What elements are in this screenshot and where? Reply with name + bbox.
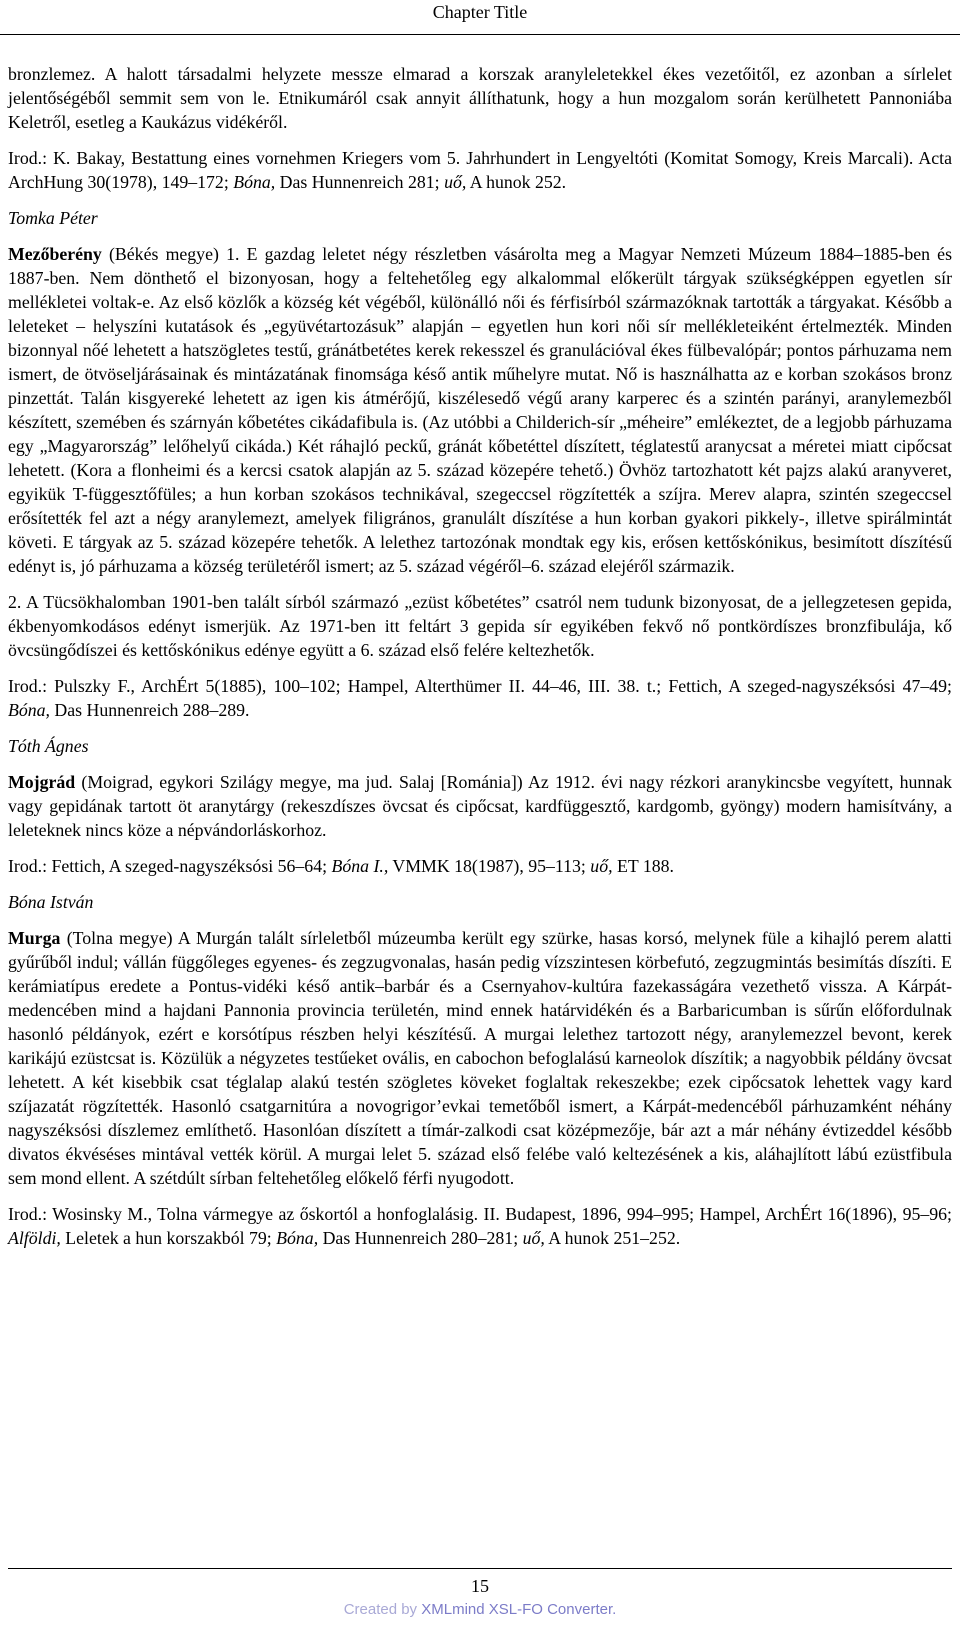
entry-mezobereny: Mezőberény (Békés megye) 1. E gazdag leletet négy részletben vásárolta meg a Magyar Nemzeti Múzeum 1884–1885-ben és 1887-ben. Nem dönthető el bizonyosan, hogy a feltehetőleg egy alkalommal előkerült tárgyak szükségképpen egyetlen sír mellékletei voltak-e. Az első közlők a község két végéből, különálló női és férfisírból származóknak tartották a tárgyakat. Később a leleteket – helyszíni kutatások és „együvétartozásuk” alapján – egyetlen hun kori női sír mellékleteiként értelmezték. Minden bizonnyal nőé lehetett a hatszögletes testű, gránátbetétes kerek rekesszel és granulációval ékes fülbevalópár; pontos párhuzama nem ismert, de ötvöseljárásainak és mintázatának finomsága késő antik műhelyre mutat. Nő is használhatta az e korban szokásos bronz pinzettát. Talán kisgyereké lehetett az igen kis átmérőjű, kiszélesedő végű arany karperec és a szintén parányi, aranylemezből készített, szemében és szárnyán kőbetétes cikádafibula is. (Az utóbbi a Childerich-sír „méheire” emlékeztet, de a legjobb párhuzama egy „Magyarország” lelőhelyű cikáda.) Két ráhajló peckű, gránát kőbetéttel díszített, téglatestű aranycsat a méretei miatt cipőcsat lehetett. (Kora a flonheimi és a kercsi csatok alapján az 5. század közepére tehető.) Övhöz tartozhatott két pajzs alakú aranyveret, egyikük T-függesztőfüles; a hun korban szokásos technikával, szegeccsel rögzítették a szíjra. Merev alapra, szintén szegeccsel erősítették fel azt a négy aranylemezt, amelyek filigrános, granulált díszítése a hun korban gyakori pikkely-, illetve spirálmintát követi. E tárgyak az 5. század közepére tehetők. A lelethez tartozónak mondtak egy kis, erősen kettőskónikus, besimított díszítésű edényt is, jó párhuzama a község területéről ismert; az 5. század végéről–6. század elejéről származik.: [8, 244, 952, 576]
literature-toth: Irod.: Pulszky F., ArchÉrt 5(1885), 100–102; Hampel, Alterthümer II. 44–46, III. 38. t.; Fettich, A szeged-nagyszéksósi 47–49; Bóna, Das Hunnenreich 288–289.: [8, 676, 952, 720]
author-signature: Tomka Péter: [8, 208, 98, 228]
literature-murga: Irod.: Wosinsky M., Tolna vármegye az őskortól a honfoglalásig. II. Budapest, 1896, 994–995; Hampel, ArchÉrt 16(1896), 95–96; Alföldi, Leletek a hun korszakból 79; Bóna, Das Hunnenreich 280–281; uő, A hunok 251–252.: [8, 1204, 952, 1248]
author-signature: Bóna István: [8, 892, 94, 912]
literature-bona: Irod.: Fettich, A szeged-nagyszéksósi 56–64; Bóna I., VMMK 18(1987), 95–113; uő, ET 188.: [8, 856, 674, 876]
footer-divider: [8, 1568, 952, 1569]
entry-heading: Mojgrád: [8, 772, 76, 792]
converter-credit: Created by XMLmind XSL-FO Converter.: [343, 1601, 617, 1618]
page-number: 15: [471, 1576, 489, 1596]
page-header: [0, 0, 960, 35]
literature-tomka: Irod.: K. Bakay, Bestattung eines vornehmen Kriegers vom 5. Jahrhundert in Lengyeltóti (Komitat Somogy, Kreis Marcali). Acta ArchHung 30(1978), 149–172; Bóna, Das Hunnenreich 281; uő, A hunok 252.: [8, 148, 952, 192]
paragraph-intro: bronzlemez. A halott társadalmi helyzete messze elmarad a korszak aranyleletekkel ékes vezetőitől, ez azonban a sírlelet jelentőségéből semmit sem von le. Etnikumáról csak annyit állíthatunk, hogy a hun mozgalom során kerülhetett Pannoniába Keletről, esetleg a Kaukázus vidékéről.: [8, 64, 952, 132]
entry-heading: Murga: [8, 928, 61, 948]
chapter-title: Chapter Title: [432, 2, 528, 22]
entry-mojgrad: Mojgrád (Moigrad, egykori Szilágy megye, ma jud. Salaj [Románia]) Az 1912. évi nagy rézkori aranykincsbe vegyített, hunnak vagy gepidának tartott öt aranytárgy (rekeszdíszes övcsat és cipőcsat, kardfüggesztő, kardgomb, gyöngy) modern hamisítvány, a leleteknek nincs köze a népvándorláskorhoz.: [8, 772, 952, 840]
entry-heading: Mezőberény: [8, 244, 102, 264]
converter-link[interactable]: XMLmind XSL-FO Converter.: [421, 1601, 617, 1618]
page-content: [8, 62, 952, 1262]
entry-mezobereny-2: 2. A Tücsökhalomban 1901-ben talált sírból származó „ezüst kőbetétes” csatról nem tudunk bizonyosat, de a jellegzetesen gepida, ékbenyomkodásos edényt ismerjük. Az 1971-ben itt feltárt 3 gepida sír egyikében fekvő nő pontkördíszes bronzfibulája, kő övcsüngődíszei és kettőskónikus edénye együtt a 6. század első felére keltezhetők.: [8, 592, 952, 660]
entry-murga: Murga (Tolna megye) A Murgán talált sírleletből múzeumba került egy szürke, hasas korsó, melynek füle a kihajló perem alatti gyűrűből indul; vállán függőleges egyenes- és zegzugvonalas, hasán pedig vízszintesen körbefutó, zegzugmintás besimítás díszíti. E kerámiatípus eredete a Pontus-vidéki késő antik–barbár és a Csernyahov-kultúra fazekasságára vezethető vissza. A Kárpát-medencében mind a hajdani Pannonia provincia területén, mind ennek határvidékén és a Barbaricumban is sűrűn előfordulnak hasonló példányok, ezért e korsótípus részben helyi készítésű. A murgai lelethez tartozott négy, aranylemezzel bevont, kerek karikájú ezüstcsat is. Közülük a négyzetes testűeket ovális, en cabochon befoglalású karneolok díszítik; a nagyobbik példány övcsat lehetett. A két kisebbik csat téglalap alakú testén szögletes köveket foglaltak rekeszekbe; ezek cipőcsatok lehettek vagy kard szíjazatát rögzítették. Hasonló csatgarnitúra a novogrigor’evkai temetőből ismert, a Kárpát-medencéből párhuzamként néhány nagyszéksósi díszlemez említhető. Hasonlóan díszített a tímár-zalkodi csat középmezője, bár azt a már néhány évtizeddel később divatos ékvéséses mintával vették körül. A murgai lelet 5. század első felébe való keltezésének a kis, aláhajlított lábú ezüstfibula sem mond ellent. A szétdúlt sírban feltehetőleg előkelő férfi nyugodott.: [8, 928, 952, 1188]
author-signature: Tóth Ágnes: [8, 736, 89, 756]
